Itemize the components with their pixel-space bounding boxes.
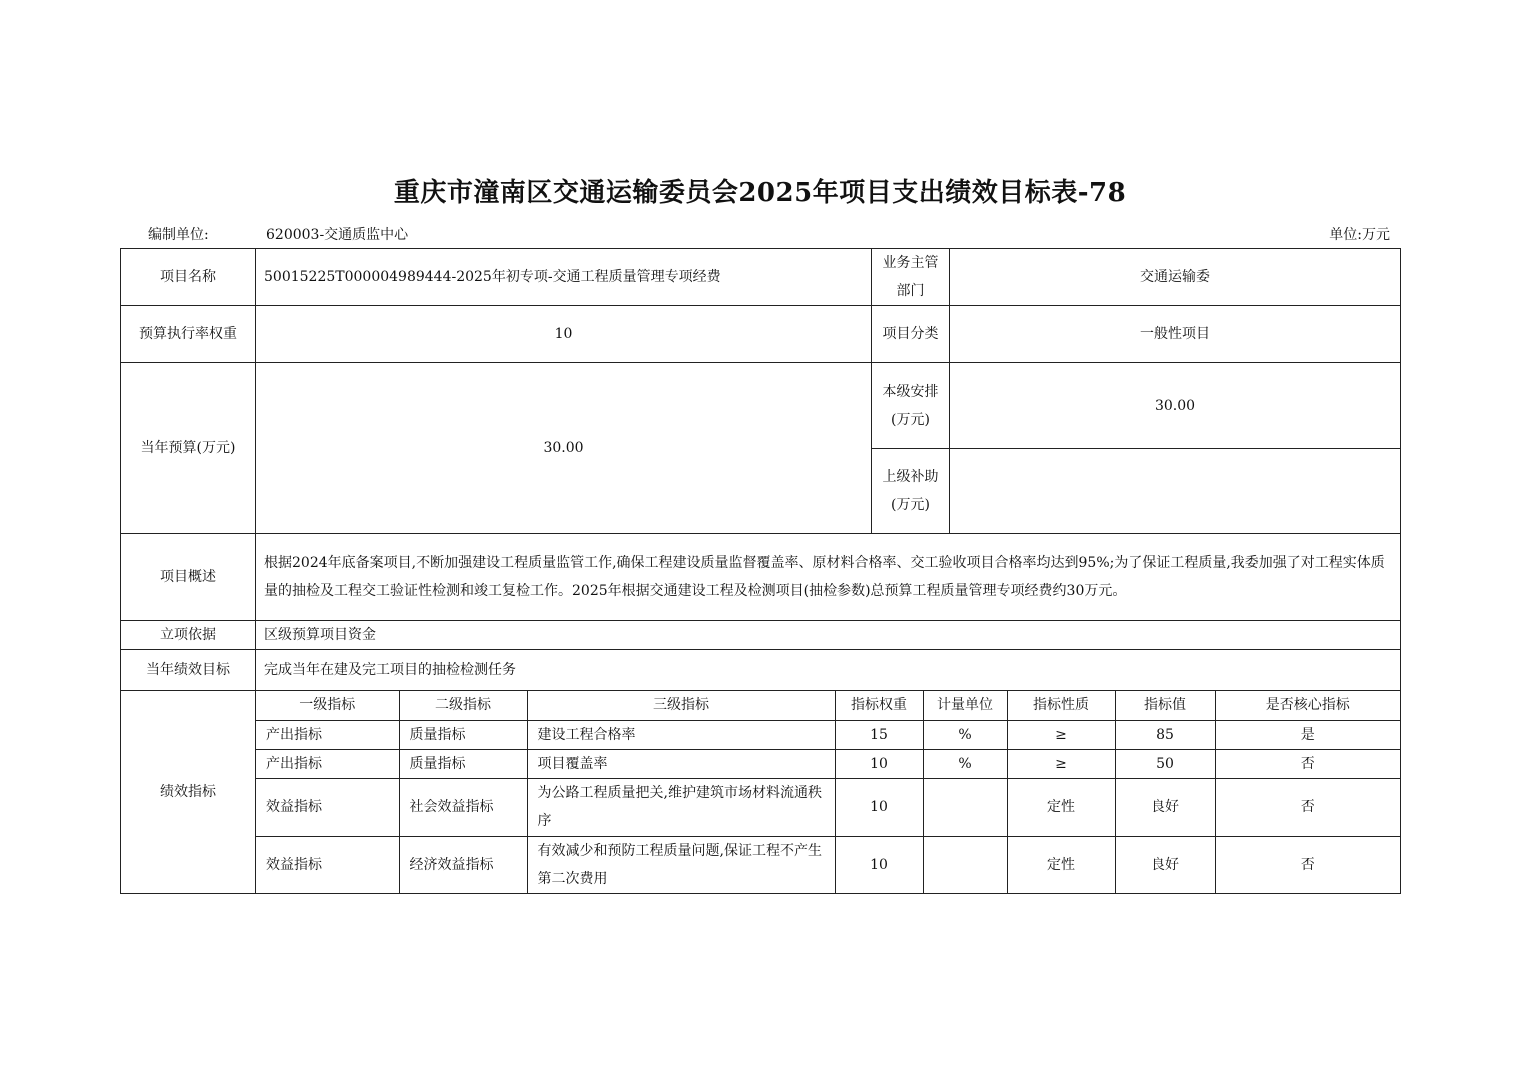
header-unit: 计量单位: [923, 691, 1007, 720]
header-weight: 指标权重: [835, 691, 923, 720]
cell-unit: %: [923, 749, 1007, 778]
cell-level2: 社会效益指标: [399, 778, 527, 836]
category-value: 一般性项目: [950, 306, 1401, 363]
cell-weight: 15: [835, 720, 923, 749]
indicator-container: [256, 691, 1401, 894]
weight-value: 10: [256, 306, 872, 363]
budget-label: 当年预算(万元): [121, 363, 256, 534]
budget-value: 30.00: [256, 363, 872, 534]
cell-level3: 项目覆盖率: [527, 749, 835, 778]
cell-core: 否: [1215, 836, 1400, 893]
cell-core: 否: [1215, 778, 1400, 836]
cell-level2: 经济效益指标: [399, 836, 527, 893]
basis-value: 区级预算项目资金: [256, 621, 1401, 650]
table-row: [256, 778, 1400, 836]
weight-label: 预算执行率权重: [121, 306, 256, 363]
indicator-header-row: [256, 691, 1400, 720]
cell-level2: 质量指标: [399, 720, 527, 749]
table-row: [256, 749, 1400, 778]
cell-unit: %: [923, 720, 1007, 749]
header-level3: 三级指标: [527, 691, 835, 720]
local-value: 30.00: [950, 363, 1401, 449]
cell-level1: 产出指标: [256, 720, 399, 749]
dept-label: 业务主管部门: [872, 249, 950, 306]
upper-value: [950, 449, 1401, 534]
cell-weight: 10: [835, 749, 923, 778]
goal-label: 当年绩效目标: [121, 650, 256, 691]
header-value: 指标值: [1115, 691, 1215, 720]
overview-text: 根据2024年底备案项目,不断加强建设工程质量监管工作,确保工程建设质量监督覆盖率、原材料合格率、交工验收项目合格率均达到95%;为了保证工程质量,我委加强了对工程实体质量的抽检及工程交工验证性检测和竣工复检工作。2025年根据交通建设工程及检测项目(抽检参数)总预算工程质量管理专项经费约30万元。: [256, 534, 1401, 621]
cell-core: 是: [1215, 720, 1400, 749]
header-level1: 一级指标: [256, 691, 399, 720]
table-row: [256, 720, 1400, 749]
org-value: 620003-交通质监中心: [266, 227, 409, 243]
cell-level1: 产出指标: [256, 749, 399, 778]
cell-value: 85: [1115, 720, 1215, 749]
local-label: 本级安排(万元): [872, 363, 950, 449]
cell-value: 良好: [1115, 836, 1215, 893]
cell-level2: 质量指标: [399, 749, 527, 778]
category-label: 项目分类: [872, 306, 950, 363]
dept-value: 交通运输委: [950, 249, 1401, 306]
header-core: 是否核心指标: [1215, 691, 1400, 720]
cell-nature: 定性: [1007, 836, 1115, 893]
cell-level1: 效益指标: [256, 778, 399, 836]
upper-label: 上级补助(万元): [872, 449, 950, 534]
cell-weight: 10: [835, 778, 923, 836]
cell-level3: 为公路工程质量把关,维护建筑市场材料流通秩序: [527, 778, 835, 836]
cell-nature: ≥: [1007, 749, 1115, 778]
org-label: 编制单位:: [148, 227, 209, 243]
page-title: 重庆市潼南区交通运输委员会2025年项目支出绩效目标表-78: [393, 178, 1127, 208]
project-name-value: 50015225T000004989444-2025年初专项-交通工程质量管理专项经费: [256, 249, 872, 306]
performance-table: [120, 248, 1401, 894]
cell-unit: [923, 778, 1007, 836]
overview-label: 项目概述: [121, 534, 256, 621]
indicator-label: 绩效指标: [121, 691, 256, 894]
goal-value: 完成当年在建及完工项目的抽检检测任务: [256, 650, 1401, 691]
meta-line: [148, 224, 1390, 246]
cell-nature: 定性: [1007, 778, 1115, 836]
project-name-label: 项目名称: [121, 249, 256, 306]
cell-level1: 效益指标: [256, 836, 399, 893]
cell-unit: [923, 836, 1007, 893]
cell-core: 否: [1215, 749, 1400, 778]
cell-level3: 有效减少和预防工程质量问题,保证工程不产生第二次费用: [527, 836, 835, 893]
cell-nature: ≥: [1007, 720, 1115, 749]
header-level2: 二级指标: [399, 691, 527, 720]
unit-label: 单位:万元: [1329, 227, 1390, 243]
cell-value: 良好: [1115, 778, 1215, 836]
cell-level3: 建设工程合格率: [527, 720, 835, 749]
cell-value: 50: [1115, 749, 1215, 778]
table-row: [256, 836, 1400, 893]
cell-weight: 10: [835, 836, 923, 893]
indicator-table: [256, 691, 1400, 893]
header-nature: 指标性质: [1007, 691, 1115, 720]
basis-label: 立项依据: [121, 621, 256, 650]
